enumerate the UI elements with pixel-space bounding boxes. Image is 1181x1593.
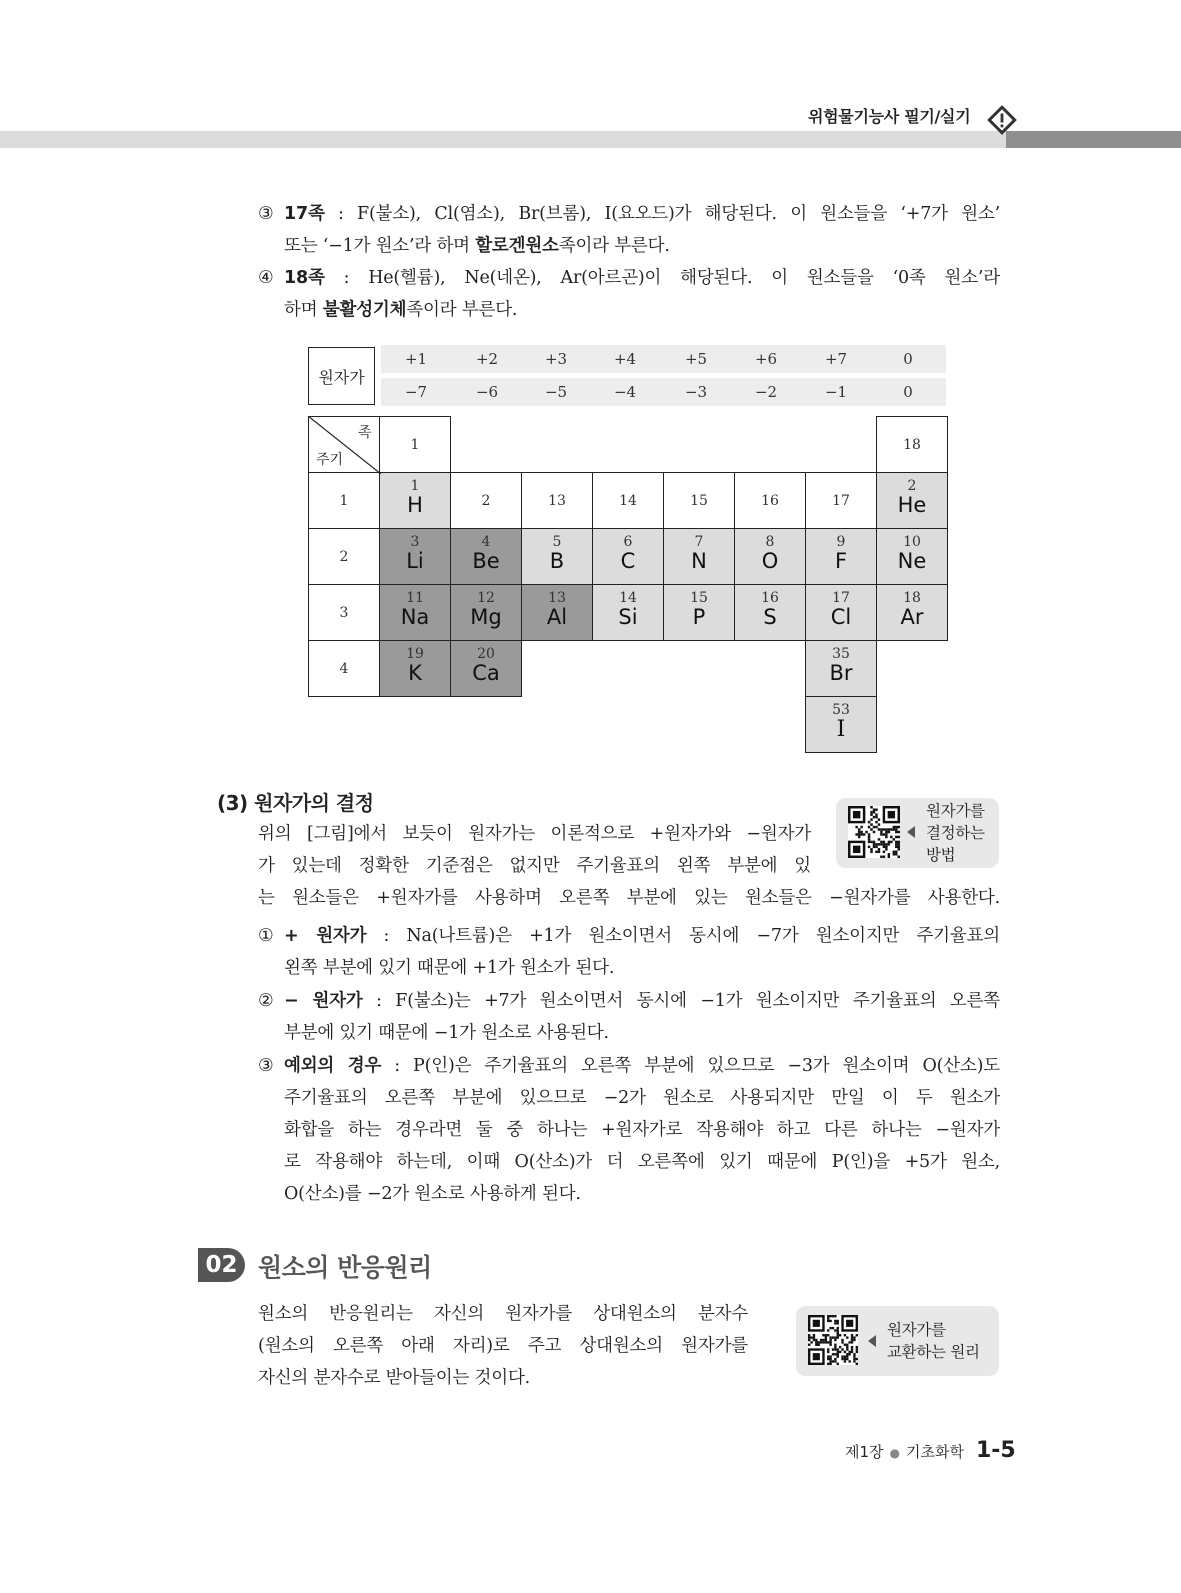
text-line	[284, 1050, 1000, 1082]
valence-item	[258, 920, 1000, 984]
valence-item	[258, 985, 1000, 1049]
element-cell-li	[379, 528, 451, 585]
valence-label: 원자가	[308, 347, 375, 405]
valence-negative-row	[381, 378, 946, 406]
element-symbol: Li	[406, 549, 424, 573]
atomic-number: 10	[903, 534, 921, 550]
bold-term: − 원자가	[284, 991, 363, 1011]
text-line: 는 원소들은 +원자가를 사용하며 오른쪽 부분에 있는 원소들은 −원자가를 사용한다.	[258, 888, 1000, 908]
text-line	[284, 952, 1000, 984]
element-cell-f	[805, 528, 877, 585]
caret-left-icon	[907, 826, 915, 838]
corner-period-label: 주기	[316, 452, 344, 468]
element-cell-h	[379, 472, 451, 529]
footer-chapter: 제1장	[845, 1443, 884, 1461]
element-cell-si	[592, 584, 664, 641]
element-cell-ar	[876, 584, 948, 641]
qr-caption: 원자가를 교환하는 원리	[887, 1321, 980, 1361]
text-line	[284, 230, 1000, 262]
item-number: ③	[258, 204, 274, 224]
group-header-cell	[450, 472, 522, 529]
header-band-accent	[1006, 131, 1181, 148]
atomic-number: 16	[761, 590, 779, 606]
group-number: 14	[619, 492, 637, 509]
text-run: : Na(나트륨)은 +1가 원소이면서 동시에 −7가 원소이지만 주기율표의	[366, 926, 1000, 946]
valence-value: −7	[404, 383, 428, 401]
bold-term: 18족	[284, 268, 325, 288]
atomic-number: 13	[548, 590, 566, 606]
group-item	[258, 262, 1000, 326]
element-cell-be	[450, 528, 522, 585]
element-symbol: O	[761, 549, 779, 573]
qr-caption: 원자가를 결정하는 방법	[926, 802, 985, 864]
atomic-number: 9	[836, 534, 846, 550]
element-cell-ne	[876, 528, 948, 585]
valence-value: +6	[754, 350, 778, 368]
text-run: 족이라 부른다.	[406, 300, 518, 320]
text-run: : P(인)은 주기율표의 오른쪽 부분에 있으므로 −3가 원소이며 O(산소)도	[381, 1056, 1000, 1076]
text-line: 자신의 분자수로 받아들이는 것이다.	[258, 1368, 531, 1388]
group-header-cell	[521, 472, 593, 529]
element-cell-br	[805, 640, 877, 697]
text-line	[284, 1114, 1000, 1146]
text-line: (원소의 오른쪽 아래 자리)로 주고 상대원소의 원자가를	[258, 1336, 748, 1356]
element-cell-al	[521, 584, 593, 641]
atomic-number: 7	[694, 534, 704, 550]
element-symbol: Na	[400, 605, 430, 629]
period-number: 1	[339, 492, 349, 509]
atomic-number: 3	[410, 534, 420, 550]
group-number: 2	[481, 492, 491, 509]
text-line	[284, 1146, 1000, 1178]
element-cell-na	[379, 584, 451, 641]
element-cell-c	[592, 528, 664, 585]
atomic-number: 4	[481, 534, 491, 550]
atomic-number: 17	[832, 590, 850, 606]
atomic-number: 35	[832, 646, 850, 662]
bold-term: 예외의 경우	[284, 1056, 382, 1076]
text-run: 족이라 부른다.	[558, 236, 670, 256]
text-line	[284, 985, 1000, 1017]
bold-term: + 원자가	[284, 926, 367, 946]
element-symbol: S	[763, 605, 777, 629]
item-number: ①	[258, 926, 274, 946]
text-run: 왼쪽 부분에 있기 때문에 +1가 원소가 된다.	[284, 958, 615, 978]
item-number: ②	[258, 991, 274, 1011]
text-run: 부분에 있기 때문에 −1가 원소로 사용된다.	[284, 1023, 609, 1043]
element-symbol: N	[691, 549, 707, 573]
element-symbol: Ne	[897, 549, 927, 573]
atomic-number: 20	[477, 646, 495, 662]
page-footer	[845, 1438, 1016, 1463]
valence-value: −6	[475, 383, 499, 401]
element-symbol: He	[897, 493, 927, 517]
atomic-number: 19	[406, 646, 424, 662]
element-symbol: C	[620, 549, 636, 573]
footer-subject: 기초화학	[906, 1443, 964, 1461]
group-header-cell	[663, 472, 735, 529]
valence-value: +5	[684, 350, 708, 368]
text-line: 원소의 반응원리는 자신의 원자가를 상대원소의 분자수	[258, 1304, 748, 1324]
valence-value: −5	[544, 383, 568, 401]
element-cell-mg	[450, 584, 522, 641]
text-line: 가 있는데 정확한 기준점은 없지만 주기율표의 왼쪽 부분에 있	[258, 856, 811, 876]
text-line	[284, 1017, 1000, 1049]
item-number: ③	[258, 1056, 274, 1076]
atomic-number: 2	[907, 478, 917, 494]
valence-value: +2	[475, 350, 499, 368]
element-cell-k	[379, 640, 451, 697]
text-run: 주기율표의 오른쪽 부분에 있으므로 −2가 원소로 사용되지만 만일 이 두 원소가	[284, 1088, 1000, 1108]
page-number: 1-5	[975, 1438, 1016, 1463]
section-title: 원소의 반응원리	[258, 1253, 432, 1282]
valence-value: −1	[824, 383, 848, 401]
atomic-number: 53	[832, 702, 850, 718]
group-header-cell	[805, 472, 877, 529]
text-line	[284, 262, 1000, 294]
qr-code-icon[interactable]	[808, 1315, 858, 1365]
valence-value: +4	[613, 350, 637, 368]
period-cell	[308, 472, 380, 529]
atomic-number: 8	[765, 534, 775, 550]
element-symbol: Br	[829, 661, 853, 685]
element-symbol: F	[834, 549, 848, 573]
atomic-number: 14	[619, 590, 637, 606]
text-run: O(산소)를 −2가 원소로 사용하게 된다.	[284, 1184, 581, 1204]
atomic-number: 18	[903, 590, 921, 606]
element-symbol: B	[549, 549, 565, 573]
element-symbol: Ar	[900, 605, 924, 629]
group-number: 13	[548, 492, 566, 509]
element-symbol: Mg	[470, 605, 502, 629]
atomic-number: 12	[477, 590, 495, 606]
group-number: 17	[832, 492, 850, 509]
group-header-cell	[734, 472, 806, 529]
text-run: 하며	[284, 300, 323, 320]
group-header-cell	[592, 472, 664, 529]
qr-callout-valence-exchange[interactable]	[796, 1306, 999, 1376]
atomic-number: 6	[623, 534, 633, 550]
period-number: 4	[339, 660, 349, 677]
atomic-number: 11	[406, 590, 424, 606]
corner-group-label: 족	[358, 425, 372, 441]
element-symbol: P	[692, 605, 706, 629]
caret-left-icon	[868, 1335, 876, 1347]
element-cell-o	[734, 528, 806, 585]
valence-value: +7	[824, 350, 848, 368]
qr-code-icon[interactable]	[848, 806, 900, 858]
bullet-icon: ●	[889, 1446, 901, 1460]
element-cell-he	[876, 472, 948, 529]
element-symbol: Be	[472, 549, 500, 573]
text-line	[284, 198, 1000, 230]
text-run: : He(헬륨), Ne(네온), Ar(아르곤)이 해당된다. 이 원소들을 ‘0족 원소’라	[324, 268, 1000, 288]
valence-value: +1	[404, 350, 428, 368]
valence-value: 0	[903, 350, 913, 368]
text-run: : F(불소), Cl(염소), Br(브롬), I(요오드)가 해당된다. 이 원소들을 ‘+7가 원소’	[324, 204, 1000, 224]
element-cell-cl	[805, 584, 877, 641]
element-cell-s	[734, 584, 806, 641]
group-number: 1	[410, 436, 420, 453]
period-cell	[308, 640, 380, 697]
element-cell-ca	[450, 640, 522, 697]
period-cell	[308, 584, 380, 641]
text-line	[284, 294, 1000, 326]
item-number: ④	[258, 268, 274, 288]
group-number: 16	[761, 492, 779, 509]
group-number: 18	[903, 436, 921, 453]
exclamation-diamond-icon	[987, 105, 1017, 135]
element-symbol: I	[836, 717, 846, 742]
text-run: 화합을 하는 경우라면 둘 중 하나는 +원자가로 작용해야 하고 다른 하나는 −원자가	[284, 1120, 1000, 1140]
group-number: 15	[690, 492, 708, 509]
text-run: 또는 ‘−1가 원소’라 하며	[284, 236, 476, 256]
element-cell-b	[521, 528, 593, 585]
bold-term: 불활성기체	[322, 300, 407, 320]
element-symbol: Cl	[830, 605, 852, 629]
element-symbol: K	[408, 661, 422, 685]
valence-value: 0	[903, 383, 913, 401]
text-line	[284, 920, 1000, 952]
period-cell	[308, 528, 380, 585]
valence-positive-row	[381, 345, 946, 373]
valence-value: +3	[544, 350, 568, 368]
text-line	[284, 1082, 1000, 1114]
book-title: 위험물기능사 필기/실기	[808, 107, 971, 126]
section-number-badge: 02	[198, 1248, 245, 1282]
period-number: 2	[339, 548, 349, 565]
element-symbol: Si	[618, 605, 638, 629]
element-cell-p	[663, 584, 735, 641]
atomic-number: 5	[552, 534, 562, 550]
element-symbol: Al	[546, 605, 568, 629]
valence-value: −4	[613, 383, 637, 401]
text-run: : F(불소)는 +7가 원소이면서 동시에 −1가 원소이지만 주기율표의 오른쪽	[362, 991, 1001, 1011]
element-cell-i	[805, 696, 877, 753]
text-line	[284, 1178, 1000, 1210]
element-cell-n	[663, 528, 735, 585]
valence-value: −2	[754, 383, 778, 401]
valence-item	[258, 1050, 1000, 1210]
group-item	[258, 198, 1000, 262]
text-line: 위의 [그림]에서 보듯이 원자가는 이론적으로 +원자가와 −원자가	[258, 824, 811, 844]
bold-term: 17족	[284, 204, 325, 224]
valence-value: −3	[684, 383, 708, 401]
group-header-cell	[876, 416, 948, 473]
group-header-cell	[379, 416, 451, 473]
qr-callout-valence-method[interactable]	[836, 798, 999, 868]
atomic-number: 15	[690, 590, 708, 606]
atomic-number: 1	[410, 478, 420, 494]
element-symbol: H	[407, 493, 423, 517]
period-number: 3	[339, 604, 349, 621]
text-run: 로 작용해야 하는데, 이때 O(산소)가 더 오른쪽에 있기 때문에 P(인)을 +5가 원소,	[284, 1152, 1000, 1172]
bold-term: 할로겐원소	[475, 236, 559, 256]
subsection-heading: (3) 원자가의 결정	[217, 791, 374, 815]
element-symbol: Ca	[472, 661, 500, 685]
